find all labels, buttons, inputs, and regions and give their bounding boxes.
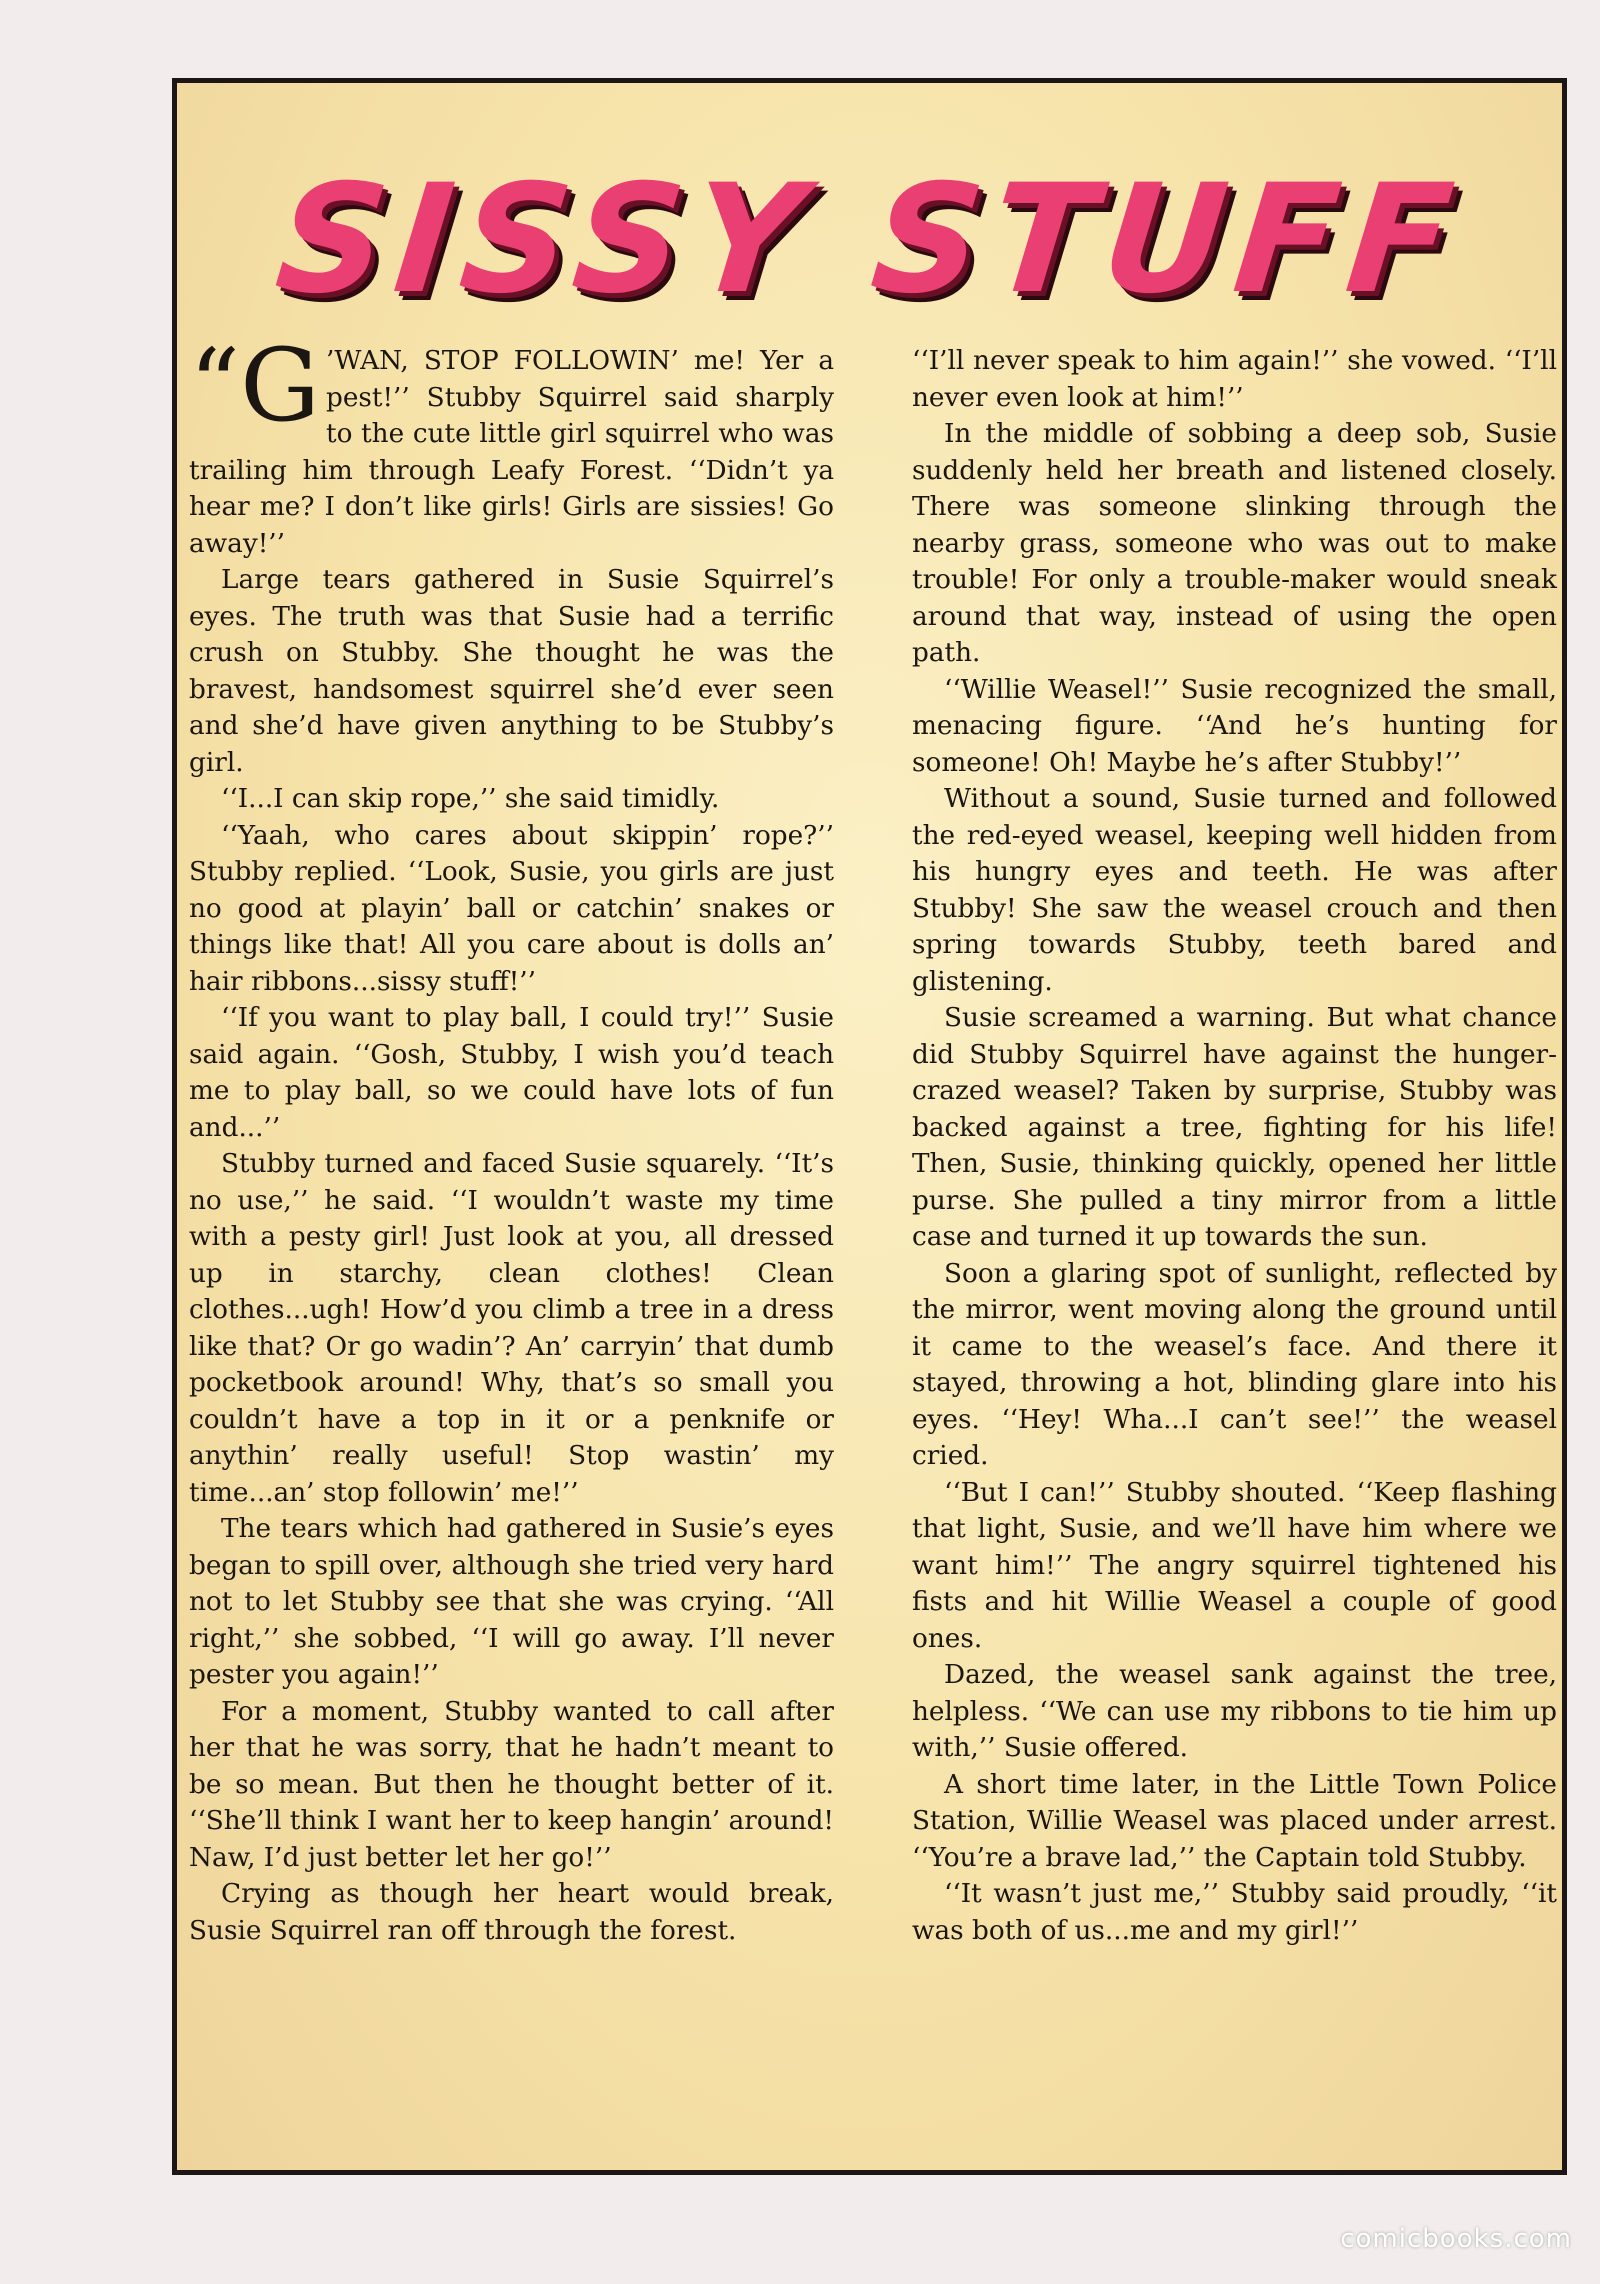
paragraph: ‘‘It wasn’t just me,’’ Stubby said proudly, ‘‘it was both of us...me and my girl!’’ bbox=[912, 1879, 1557, 1946]
paragraph: ‘‘Yaah, who cares about skippin’ rope?’’ Stubby replied. ‘‘Look, Susie, you girls are just no good at playin’ ball or catchin’ snakes or things like that! All you care about is dolls an’ hair ribbons...sissy stuff!’’ bbox=[189, 820, 834, 997]
paragraph-text: ’WAN, STOP FOLLOWIN’ me! Yer a pest!’’ Stubby Squirrel said sharply to the cute little girl squirrel who was trailing him through Leafy Forest. ‘‘Didn’t ya hear me? I don’t like girls! Girls are sissies! Go away!’’ bbox=[189, 346, 834, 559]
paragraph: For a moment, Stubby wanted to call after her that he was sorry, that he hadn’t meant to be so mean. But then he thought better of it. ‘‘She’ll think I want her to keep hangin’ around! Naw, I’d just better let her go!’’ bbox=[189, 1696, 834, 1873]
paragraph: Susie screamed a warning. But what chance did Stubby Squirrel have against the hunger-crazed weasel? Taken by surprise, Stubby was backed against a tree, fighting for his life! Then, Susie, thinking quickly, opened her little purse. She pulled a tiny mirror from a little case and turned it up towards the sun. bbox=[912, 1003, 1557, 1252]
paragraph: A short time later, in the Little Town Police Station, Willie Weasel was placed under arrest. ‘‘You’re a brave lad,’’ the Captain told Stubby. bbox=[912, 1769, 1557, 1873]
paragraph: Stubby turned and faced Susie squarely. ‘‘It’s no use,’’ he said. ‘‘I wouldn’t waste my time with a pesty girl! Just look at you, all dressed up in starchy, clean clothes! Clean clothes...ugh! How’d you climb a tree in a dress like that? Or go wadin’? An’ carryin’ that dumb pocketbook around! Why, that’s so small you couldn’t have a top in it or a penknife or anythin’ really useful! Stop wastin’ my time...an’ stop followin’ me!’’ bbox=[189, 1149, 834, 1508]
paragraph: The tears which had gathered in Susie’s eyes began to spill over, although she tried very hard not to let Stubby see that she was crying. ‘‘All right,’’ she sobbed, ‘‘I will go away. I’ll never pester you again!’’ bbox=[189, 1514, 834, 1690]
paragraph: ‘‘Willie Weasel!’’ Susie recognized the small, menacing figure. ‘‘And he’s hunting for someone! Oh! Maybe he’s after Stubby!’’ bbox=[912, 674, 1557, 778]
right-column bbox=[912, 343, 1557, 1949]
paragraph: In the middle of sobbing a deep sob, Susie suddenly held her breath and listened closely. There was someone slinking through the nearby grass, someone who was out to make trouble! For only a trouble-maker would sneak around that way, instead of using the open path. bbox=[912, 419, 1557, 668]
paragraph: Dazed, the weasel sank against the tree, helpless. ‘‘We can use my ribbons to tie him up with,’’ Susie offered. bbox=[912, 1660, 1557, 1763]
paragraph: Large tears gathered in Susie Squirrel’s eyes. The truth was that Susie had a terrific crush on Stubby. She thought he was the bravest, handsomest squirrel she’d ever seen and she’d have given anything to be Stubby’s girl. bbox=[189, 565, 834, 778]
paragraph: Crying as though her heart would break, Susie Squirrel ran off through the forest. bbox=[189, 1879, 834, 1946]
paragraph: ‘‘I’ll never speak to him again!’’ she vowed. ‘‘I’ll never even look at him!’’ bbox=[912, 346, 1557, 413]
story-panel bbox=[172, 78, 1567, 2175]
drop-cap: “G bbox=[189, 327, 321, 444]
paragraph bbox=[189, 327, 834, 562]
left-column bbox=[189, 327, 834, 1949]
paragraph: ‘‘But I can!’’ Stubby shouted. ‘‘Keep flashing that light, Susie, and we’ll have him where we want him!’’ The angry squirrel tightened his fists and hit Willie Weasel a couple of good ones. bbox=[912, 1477, 1557, 1654]
paragraph: ‘‘I...I can skip rope,’’ she said timidly. bbox=[221, 784, 720, 814]
site-watermark: comicbooks.com bbox=[1340, 2224, 1572, 2254]
paragraph: ‘‘If you want to play ball, I could try!’’ Susie said again. ‘‘Gosh, Stubby, I wish you’d teach me to play ball, so we could have lots of fun and...’’ bbox=[189, 1003, 834, 1143]
story-title: SISSY STUFF bbox=[269, 153, 1470, 327]
paragraph: Soon a glaring spot of sunlight, reflected by the mirror, went moving along the ground until it came to the weasel’s face. And there it stayed, throwing a hot, blinding glare into his eyes. ‘‘Hey! Wha...I can’t see!’’ the weasel cried. bbox=[912, 1258, 1557, 1471]
paragraph: Without a sound, Susie turned and followed the red-eyed weasel, keeping well hidden from his hungry eyes and teeth. He was after Stubby! She saw the weasel crouch and then spring towards Stubby, teeth bared and glistening. bbox=[912, 784, 1557, 997]
